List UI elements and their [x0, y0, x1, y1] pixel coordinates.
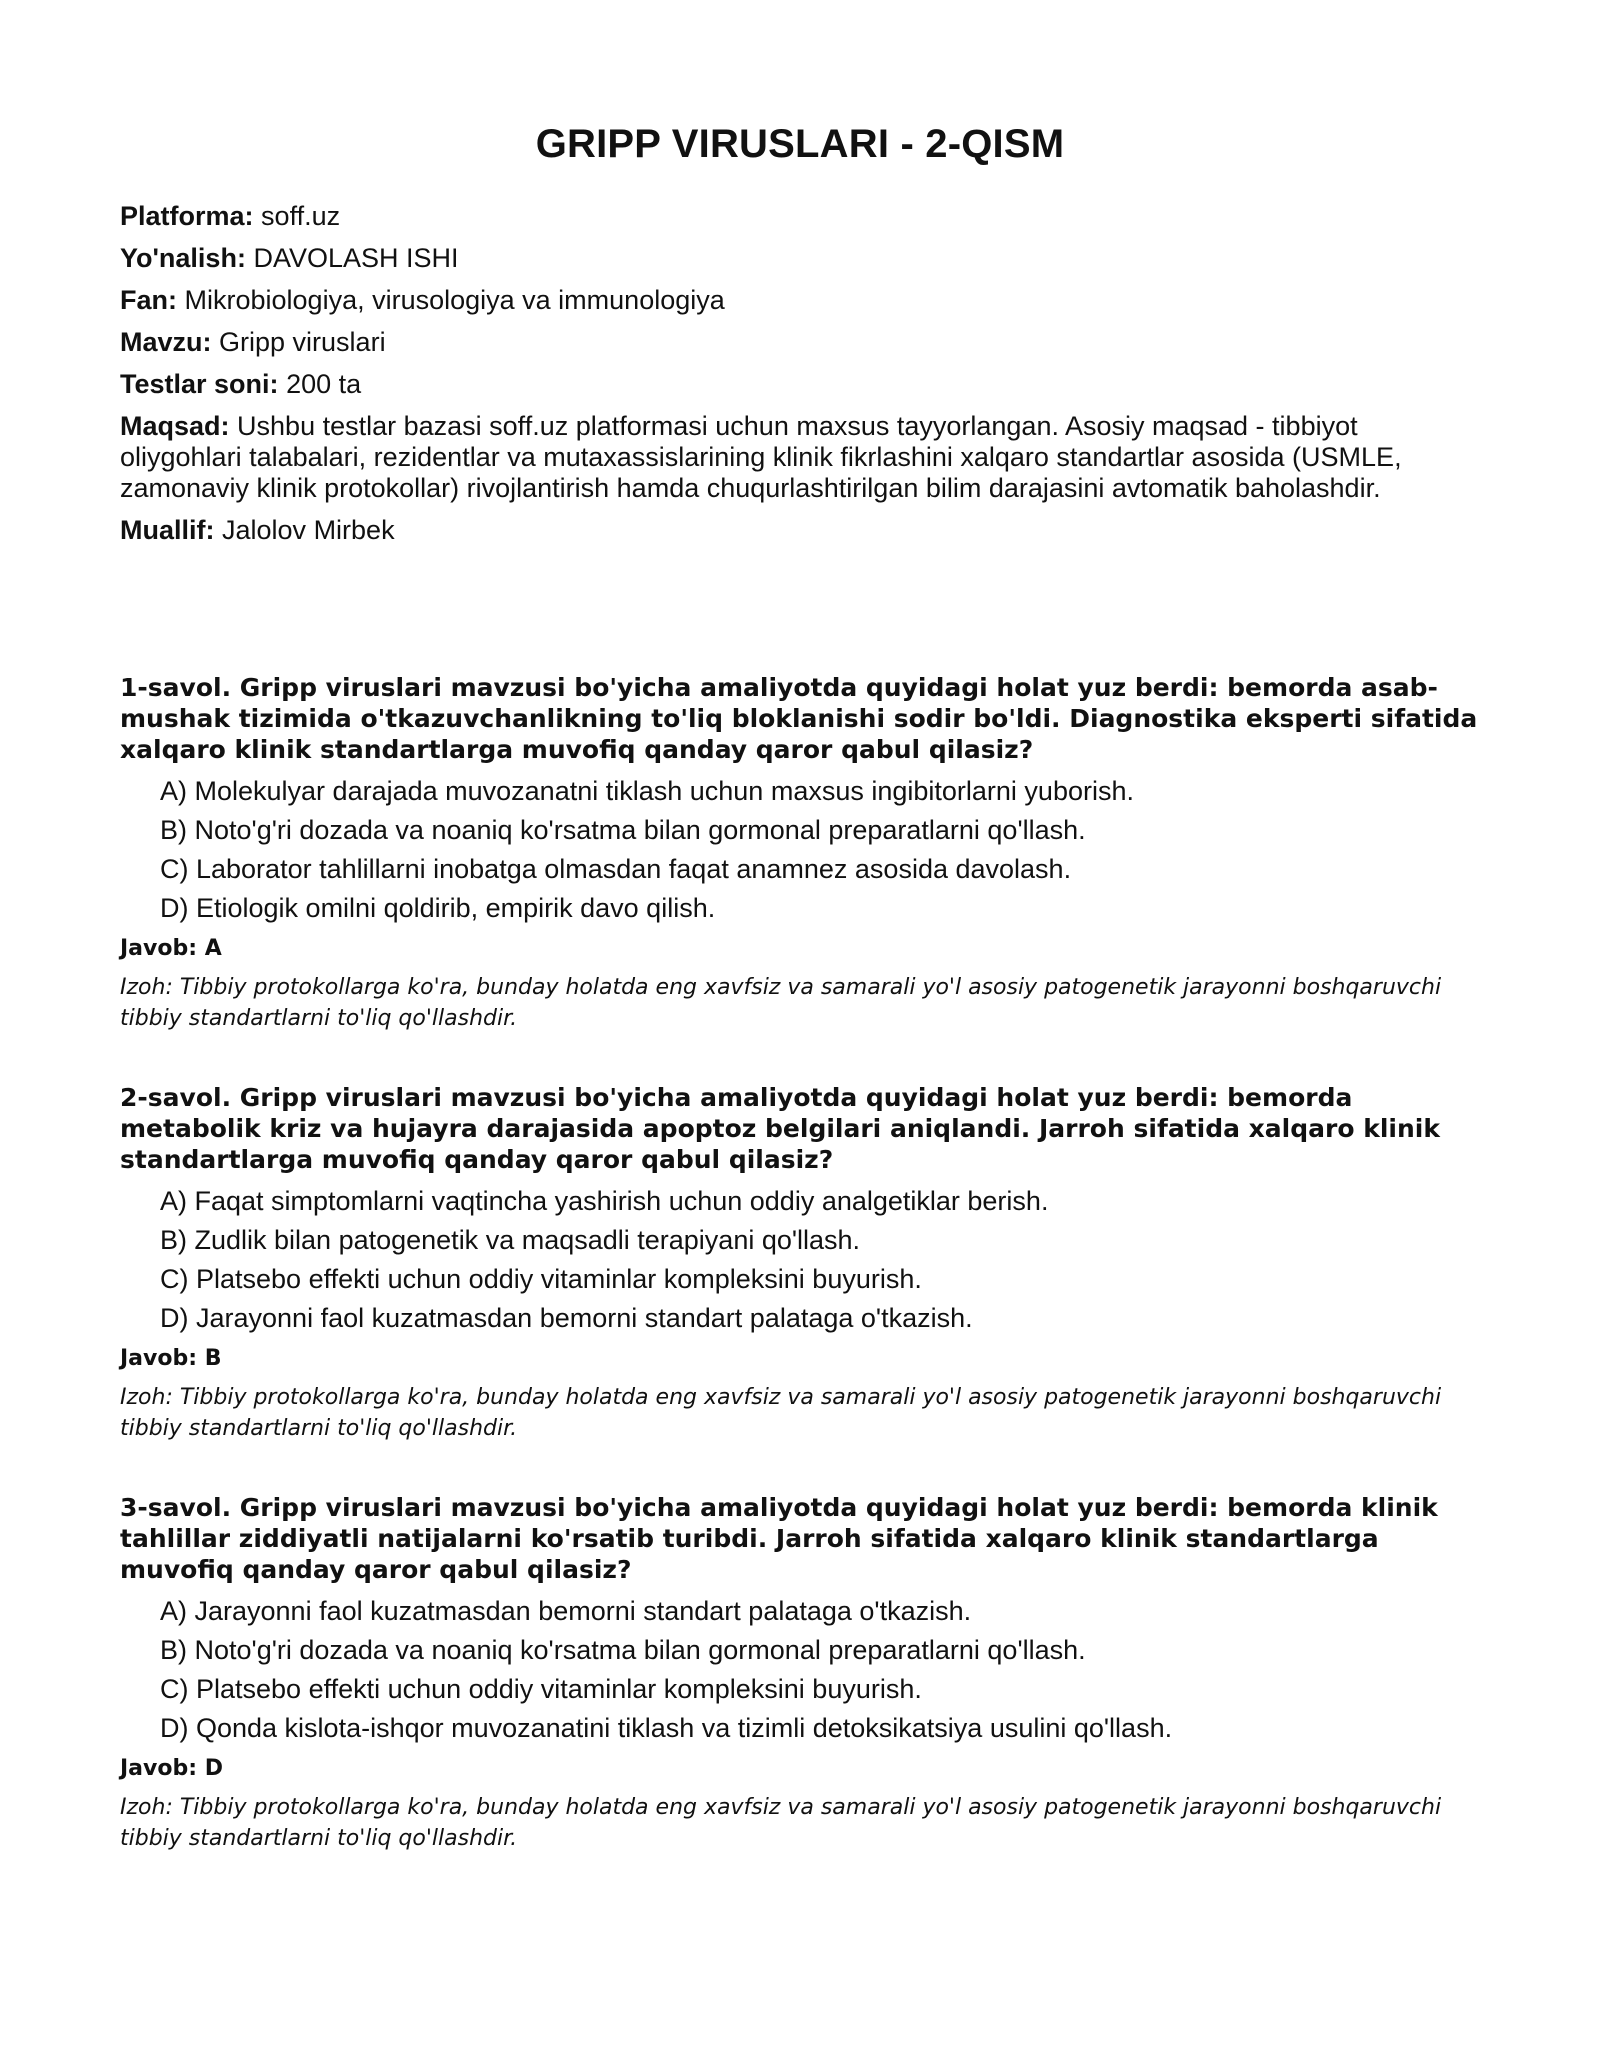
meta-row-maqsad	[120, 411, 1450, 504]
option-a: A) Molekulyar darajada muvozanatni tiklash uchun maxsus ingibitorlarni yuborish.	[160, 776, 1134, 806]
option-b: B) Noto'g'ri dozada va noaniq ko'rsatma bilan gormonal preparatlarni qo'llash.	[160, 815, 1086, 845]
question-3	[120, 1492, 1480, 1902]
meta-row-platforma	[120, 201, 1450, 232]
meta-value: Mikrobiologiya, virusologiya va immunologiya	[184, 285, 725, 315]
meta-value: soff.uz	[261, 201, 341, 231]
page-title: GRIPP VIRUSLARI - 2-QISM	[535, 122, 1065, 166]
meta-label: Yo'nalish:	[120, 243, 246, 273]
answer-label: Javob: A	[120, 936, 222, 961]
option-a: A) Faqat simptomlarni vaqtincha yashirish uchun oddiy analgetiklar berish.	[160, 1186, 1049, 1216]
meta-value: 200 ta	[286, 369, 362, 399]
meta-label: Muallif:	[120, 515, 215, 545]
meta-label: Fan:	[120, 285, 177, 315]
question-text: 1-savol. Gripp viruslari mavzusi bo'yicha amaliyotda quyidagi holat yuz berdi: bemorda asab-mushak tizimida o'tkazuvchanlikning to'liq bloklanishi sodir bo'ldi. Diagnostika eksperti sifatida xalqaro klinik standartlarga muvofiq qanday qaror qabul qilasiz?	[120, 673, 1478, 764]
meta-row-muallif	[120, 515, 1450, 546]
meta-row-testlar-soni	[120, 369, 1450, 400]
meta-row-yonalish	[120, 243, 1450, 274]
meta-label: Maqsad:	[120, 411, 230, 441]
question-text: 2-savol. Gripp viruslari mavzusi bo'yicha amaliyotda quyidagi holat yuz berdi: bemorda metabolik kriz va hujayra darajasida apoptoz belgilari aniqlandi. Jarroh sifatida xalqaro klinik standartlarga muvofiq qanday qaror qabul qilasiz?	[120, 1083, 1440, 1174]
explanation-note: Izoh: Tibbiy protokollarga ko'ra, bunday holatda eng xavfsiz va samarali yo'l asosiy patogenetik jarayonni boshqaruvchi tibbiy standartlarni to'liq qo'llashdir.	[120, 975, 1442, 1031]
option-b: B) Noto'g'ri dozada va noaniq ko'rsatma bilan gormonal preparatlarni qo'llash.	[160, 1635, 1086, 1665]
option-c: C) Platsebo effekti uchun oddiy vitaminlar kompleksini buyurish.	[160, 1674, 922, 1704]
meta-block	[120, 201, 1450, 557]
option-c: C) Laborator tahlillarni inobatga olmasdan faqat anamnez asosida davolash.	[160, 854, 1072, 884]
meta-row-fan	[120, 285, 1450, 316]
meta-value: Jalolov Mirbek	[222, 515, 395, 545]
meta-row-mavzu	[120, 327, 1450, 358]
meta-label: Testlar soni:	[120, 369, 279, 399]
explanation-note: Izoh: Tibbiy protokollarga ko'ra, bunday holatda eng xavfsiz va samarali yo'l asosiy patogenetik jarayonni boshqaruvchi tibbiy standartlarni to'liq qo'llashdir.	[120, 1795, 1442, 1851]
explanation-note: Izoh: Tibbiy protokollarga ko'ra, bunday holatda eng xavfsiz va samarali yo'l asosiy patogenetik jarayonni boshqaruvchi tibbiy standartlarni to'liq qo'llashdir.	[120, 1385, 1442, 1441]
option-b: B) Zudlik bilan patogenetik va maqsadli terapiyani qo'llash.	[160, 1225, 861, 1255]
questions-list	[120, 672, 1480, 1902]
meta-value: DAVOLASH ISHI	[253, 243, 459, 273]
option-d: D) Jarayonni faol kuzatmasdan bemorni standart palataga o'tkazish.	[160, 1303, 973, 1333]
question-2	[120, 1082, 1480, 1492]
meta-label: Mavzu:	[120, 327, 212, 357]
option-d: D) Etiologik omilni qoldirib, empirik davo qilish.	[160, 893, 716, 923]
meta-value: Gripp viruslari	[219, 327, 386, 357]
question-1	[120, 672, 1480, 1082]
meta-value: Ushbu testlar bazasi soff.uz platformasi uchun maxsus tayyorlangan. Asosiy maqsad - tibbiyot oliygohlari talabalari, rezidentlar va mutaxassislarining klinik fikrlashini xalqaro standartlar asosida (USMLE, zamonaviy klinik protokollar) rivojlantirish hamda chuqurlashtirilgan bilim darajasini avtomatik baholashdir.	[120, 411, 1402, 503]
question-text: 3-savol. Gripp viruslari mavzusi bo'yicha amaliyotda quyidagi holat yuz berdi: bemorda klinik tahlillar ziddiyatli natijalarni ko'rsatib turibdi. Jarroh sifatida xalqaro klinik standartlarga muvofiq qanday qaror qabul qilasiz?	[120, 1493, 1438, 1584]
option-c: C) Platsebo effekti uchun oddiy vitaminlar kompleksini buyurish.	[160, 1264, 922, 1294]
answer-label: Javob: B	[120, 1346, 222, 1371]
option-d: D) Qonda kislota-ishqor muvozanatini tiklash va tizimli detoksikatsiya usulini qo'llash.	[160, 1713, 1173, 1743]
meta-label: Platforma:	[120, 201, 254, 231]
answer-label: Javob: D	[120, 1756, 223, 1781]
option-a: A) Jarayonni faol kuzatmasdan bemorni standart palataga o'tkazish.	[160, 1596, 972, 1626]
